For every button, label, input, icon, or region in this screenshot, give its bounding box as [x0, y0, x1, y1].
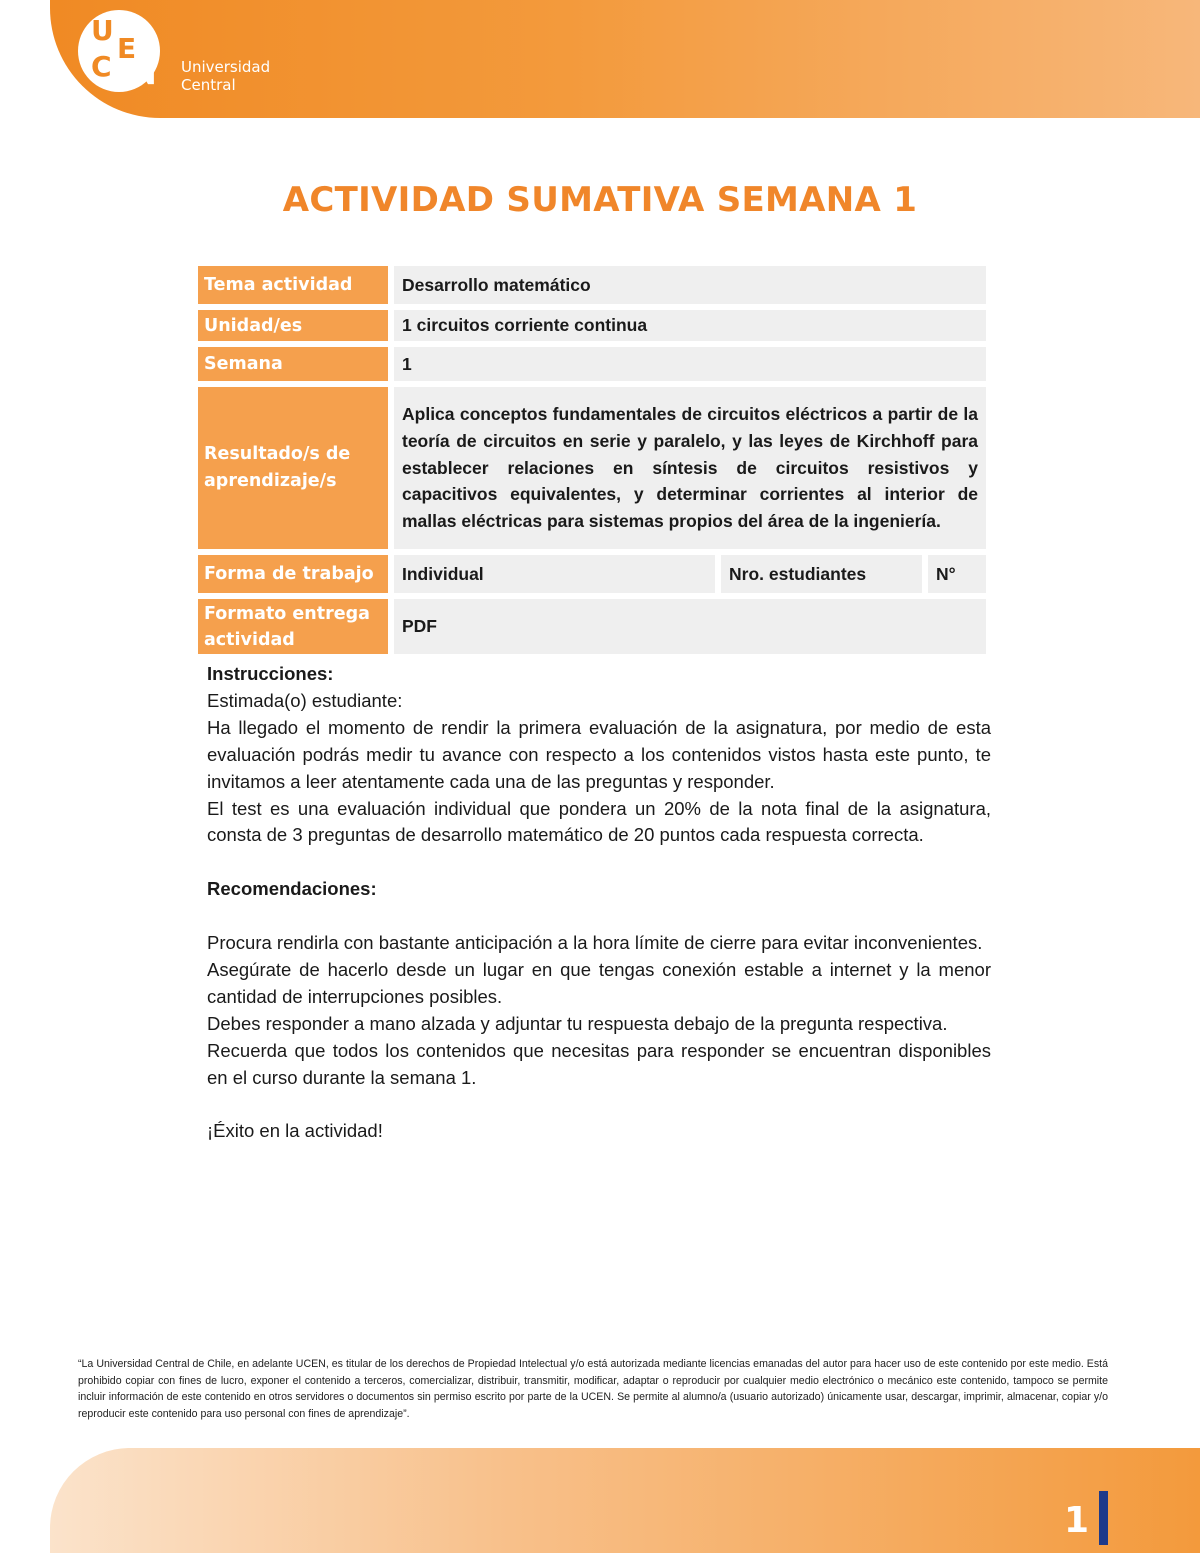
page-title: ACTIVIDAD SUMATIVA SEMANA 1 — [282, 180, 918, 220]
value-forma: Individual — [394, 555, 715, 593]
recommendation-item: Debes responder a mano alzada y adjuntar tu respuesta debajo de la pregunta respectiva. — [207, 1012, 948, 1034]
logo-letter-c: C — [91, 50, 112, 83]
recommendations-heading: Recomendaciones: — [207, 878, 377, 900]
logo-letter-e: E — [117, 32, 137, 65]
label-formato: Formato entrega actividad — [198, 599, 388, 654]
instructions-section — [207, 661, 991, 1145]
page-number: 1 — [1064, 1500, 1090, 1541]
value-unidad: 1 circuitos corriente continua — [394, 310, 986, 341]
logo-letter-u: U — [91, 14, 114, 47]
value-tema: Desarrollo matemático — [394, 266, 986, 304]
row-unidad — [198, 310, 986, 341]
recommendation-item: Asegúrate de hacerlo desde un lugar en que tengas conexión estable a internet y la menor cantidad de interrupciones posibles. — [207, 958, 991, 1007]
page-number-bar — [1099, 1491, 1108, 1545]
logo-letter-n: N — [133, 58, 157, 91]
label-forma: Forma de trabajo — [198, 555, 388, 593]
row-tema — [198, 266, 986, 304]
instructions-paragraph-2: El test es una evaluación individual que pondera un 20% de la nota final de la asignatura, consta de 3 preguntas de desarrollo matemático de 20 puntos cada respuesta correcta. — [207, 797, 991, 846]
recommendation-item: Recuerda que todos los contenidos que necesitas para responder se encuentran disponibles en el curso durante la semana 1. — [207, 1039, 991, 1088]
row-semana — [198, 347, 986, 381]
value-resultado: Aplica conceptos fundamentales de circuitos eléctricos a partir de la teoría de circuitos en serie y paralelo, y las leyes de Kirchhoff para establecer relaciones en síntesis de circuitos resistivos y capacitivos equivalentes, y determinar corrientes al interior de mallas eléctricas para sistemas propios del área de la ingeniería. — [394, 387, 986, 549]
label-nro-estudiantes: Nro. estudiantes — [721, 555, 922, 593]
row-resultado — [198, 387, 986, 549]
label-semana: Semana — [198, 347, 388, 381]
row-forma — [198, 555, 986, 593]
row-formato — [198, 599, 986, 654]
closing-message: ¡Éxito en la actividad! — [207, 1120, 383, 1142]
copyright-footnote: “La Universidad Central de Chile, en adelante UCEN, es titular de los derechos de Propiedad Intelectual y/o está autorizada mediante licencias emanadas del autor para hacer uso de este contenido por este medio. Está prohibido copiar con fines de lucro, exponer el contenido a terceros, comercializar, distribuir, transmitir, modificar, adaptar o reproducir por cualquier medio electrónico o mecánico este contenido, tampoco se permite incluir información de este contenido en otros servidores o documentos sin permiso escrito por parte de la UCEN. Se permite al alumno/a (usuario autorizado) únicamente usar, descargar, imprimir, almacenar, copiar y/o reproducir este contenido para uso personal con fines de aprendizaje”. — [78, 1358, 1108, 1420]
label-tema: Tema actividad — [198, 266, 388, 304]
recommendation-item: Procura rendirla con bastante anticipación a la hora límite de cierre para evitar inconvenientes. — [207, 932, 983, 954]
value-semana: 1 — [394, 347, 986, 381]
instructions-paragraph-1: Ha llegado el momento de rendir la primera evaluación de la asignatura, por medio de esta evaluación podrás medir tu avance con respecto a los contenidos vistos hasta este punto, te invitamos a leer atentamente cada una de las preguntas y responder. — [207, 716, 991, 792]
ucen-logo — [78, 10, 160, 92]
value-nro-estudiantes: N° — [928, 555, 986, 593]
greeting: Estimada(o) estudiante: — [207, 689, 403, 711]
label-unidad: Unidad/es — [198, 310, 388, 341]
label-resultado: Resultado/s de aprendizaje/s — [198, 387, 388, 549]
footer-band — [50, 1448, 1200, 1553]
instructions-heading: Instrucciones: — [207, 663, 334, 684]
activity-info-table — [198, 266, 986, 660]
value-formato: PDF — [394, 599, 986, 654]
institution-name: Universidad Central — [181, 58, 271, 94]
